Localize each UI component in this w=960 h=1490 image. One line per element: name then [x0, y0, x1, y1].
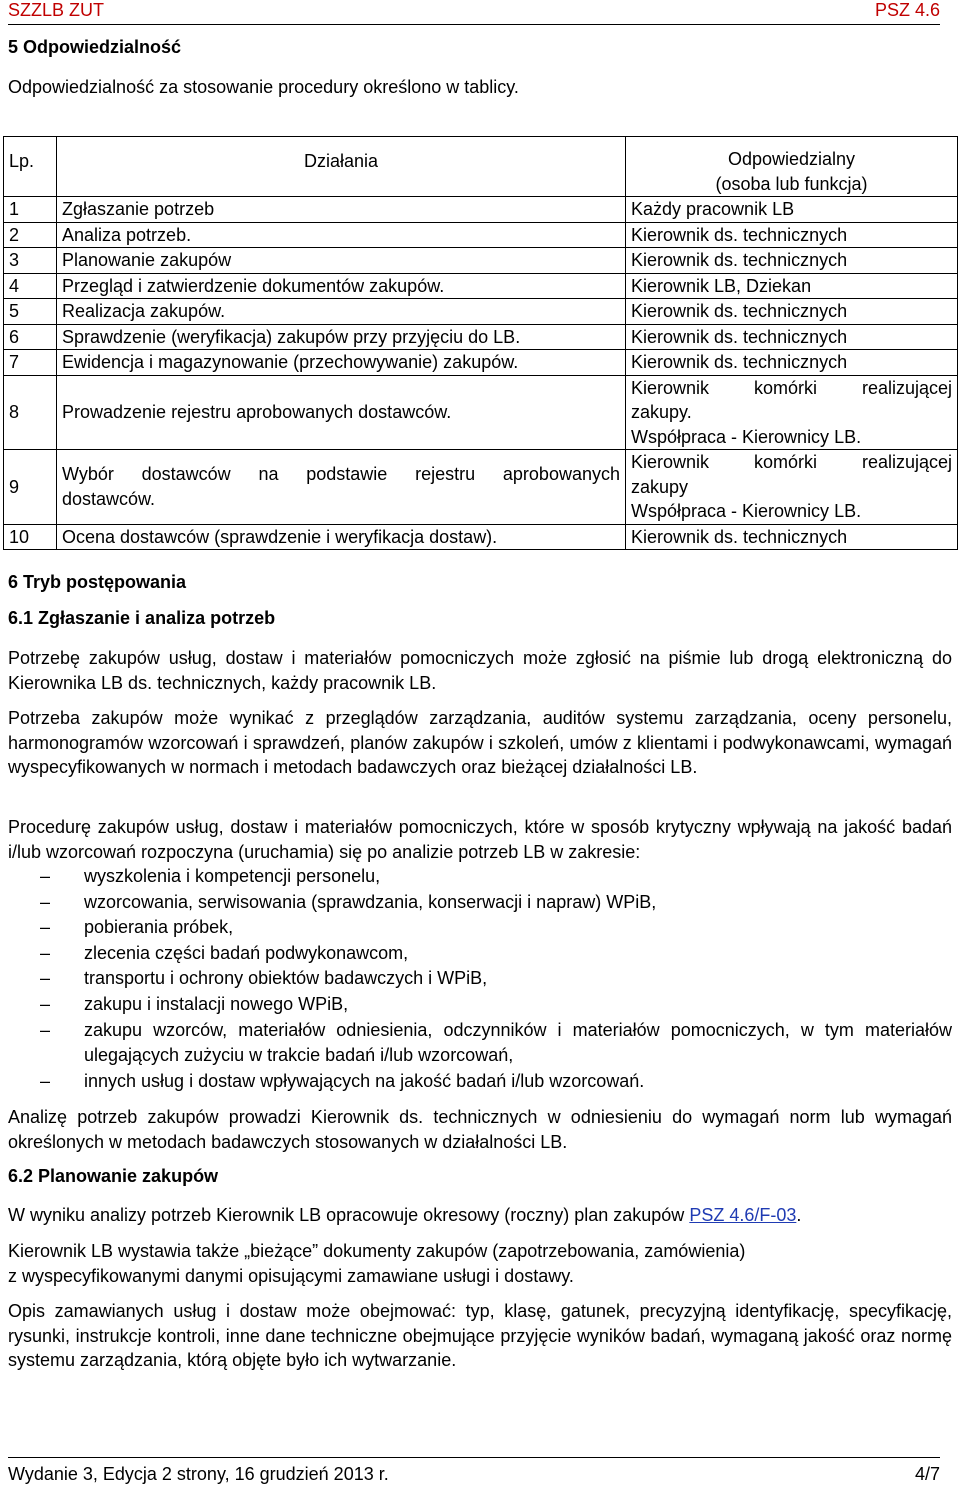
- footer-edition: Wydanie 3, Edycja 2 strony, 16 grudzień 2013 r.: [8, 1464, 389, 1484]
- list-item-text: zlecenia części badań podwykonawcom,: [84, 942, 409, 963]
- row-lp: 8: [4, 375, 57, 450]
- row-responsible: [626, 375, 958, 450]
- row-responsible: Kierownik ds. technicznych: [626, 524, 958, 550]
- row-action: Planowanie zakupów: [57, 248, 626, 274]
- dash-bullet-icon: –: [40, 866, 51, 886]
- row-responsible-line3: Współpraca - Kierownicy LB.: [631, 426, 862, 447]
- row-lp: 2: [4, 222, 57, 248]
- page-header: [8, 0, 940, 25]
- row-responsible-line1: Kierownik komórki realizującej: [631, 452, 952, 472]
- row-responsible-line2: zakupy.: [631, 402, 692, 422]
- list-item: [8, 915, 952, 941]
- dash-bullet-icon: –: [40, 1019, 51, 1040]
- footer-page-number: 4/7: [914, 1464, 940, 1484]
- list-item: [8, 966, 952, 992]
- paragraph-needs-analysis: Analizę potrzeb zakupów prowadzi Kierownik ds. technicznych w odniesieniu do wymagań norm lub wymagań określonych w metodach badawczych stosowanych w działalności LB.: [8, 1107, 952, 1152]
- page-footer: [8, 1457, 940, 1488]
- list-item-text: wzorcowania, serwisowania (sprawdzania, konserwacji i napraw) WPiB,: [84, 891, 657, 912]
- paragraph-current-documents-line2: z wyspecyfikowanymi danymi opisującymi zamawiane usługi i dostawy.: [8, 1265, 574, 1286]
- table-row: [4, 273, 958, 299]
- row-action: [57, 450, 626, 525]
- paragraph-current-documents-line1: Kierownik LB wystawia także „bieżące” dokumenty zakupów (zapotrzebowania, zamówienia): [8, 1241, 746, 1261]
- section-5-title: 5 Odpowiedzialność: [8, 37, 182, 57]
- row-action-line2: dostawców.: [62, 488, 156, 509]
- row-lp: 9: [4, 450, 57, 525]
- header-responsible-line1: Odpowiedzialny: [727, 149, 856, 169]
- paragraph-plan-end: .: [796, 1205, 802, 1225]
- row-responsible: Kierownik ds. technicznych: [626, 350, 958, 376]
- list-item-text: zakupu i instalacji nowego WPiB,: [84, 993, 349, 1014]
- row-action: Przegląd i zatwierdzenie dokumentów zakupów.: [57, 273, 626, 299]
- table-row: [4, 222, 958, 248]
- responsibility-table: [3, 136, 958, 550]
- header-responsible-line2: (osoba lub funkcja): [715, 173, 868, 194]
- list-item-text: innych usług i dostaw wpływających na jakość badań i/lub wzorcowań.: [84, 1070, 645, 1091]
- header-left-label: SZZLB ZUT: [8, 0, 105, 20]
- list-item-text: zakupu wzorców, materiałów odniesienia, odczynników i materiałów pomocniczych, w tym materiałów ulegających zużyciu w trakcie badań i/lub wzorcowań,: [84, 1019, 952, 1066]
- list-item-text: pobierania próbek,: [84, 917, 234, 938]
- row-lp: 4: [4, 273, 57, 299]
- header-actions: [57, 137, 626, 197]
- row-action: Analiza potrzeb.: [57, 222, 626, 248]
- table-row: [4, 375, 958, 450]
- header-actions-text: Działania: [303, 151, 379, 171]
- dash-bullet-icon: –: [40, 917, 51, 938]
- row-responsible: Każdy pracownik LB: [626, 197, 958, 223]
- form-psz-link[interactable]: PSZ 4.6/F-03: [689, 1205, 797, 1225]
- table-row: [4, 324, 958, 350]
- paragraph-order-description: Opis zamawianych usług i dostaw może obejmować: typ, klasę, gatunek, precyzyjną identyfikację, specyfikację, rysunki, instrukcje kontroli, inne dane techniczne obejmujące przyjęcie wyników badań, wymaganą jakość oraz normę systemu zarządzania, którą objęte było ich wytwarzanie.: [8, 1301, 952, 1370]
- row-action: Zgłaszanie potrzeb: [57, 197, 626, 223]
- row-action: Realizacja zakupów.: [57, 299, 626, 325]
- header-responsible: [626, 137, 958, 197]
- row-responsible: Kierownik LB, Dziekan: [626, 273, 958, 299]
- row-action: Ewidencja i magazynowanie (przechowywanie) zakupów.: [57, 350, 626, 376]
- table-row: [4, 248, 958, 274]
- table-row: [4, 299, 958, 325]
- table-row: [4, 524, 958, 550]
- dash-bullet-icon: –: [40, 942, 51, 963]
- section-6-2-title: 6.2 Planowanie zakupów: [8, 1166, 219, 1186]
- row-lp: 10: [4, 524, 57, 550]
- header-right-label: PSZ 4.6: [874, 0, 940, 20]
- list-item: [8, 1018, 952, 1069]
- table-row: [4, 450, 958, 525]
- table-header-row: [4, 137, 958, 197]
- row-responsible: Kierownik ds. technicznych: [626, 324, 958, 350]
- row-responsible-line2: zakupy: [631, 476, 689, 497]
- dash-bullet-icon: –: [40, 1070, 51, 1091]
- row-lp: 3: [4, 248, 57, 274]
- paragraph-plan-text: W wyniku analizy potrzeb Kierownik LB opracowuje okresowy (roczny) plan zakupów: [8, 1205, 685, 1225]
- section-5-intro: Odpowiedzialność za stosowanie procedury określono w tablicy.: [8, 77, 519, 97]
- section-6-title: 6 Tryb postępowania: [8, 572, 187, 592]
- row-action-line1: Wybór dostawców na podstawie rejestru aprobowanych: [62, 464, 620, 485]
- paragraph-current-documents: [8, 1239, 952, 1288]
- list-item: [8, 941, 952, 967]
- section-6-1-title: 6.1 Zgłaszanie i analiza potrzeb: [8, 608, 276, 628]
- list-item: [8, 864, 952, 890]
- row-responsible-line3: Współpraca - Kierownicy LB.: [631, 501, 862, 521]
- needs-scope-list: [8, 864, 952, 1094]
- row-action: Ocena dostawców (sprawdzenie i weryfikacja dostaw).: [57, 524, 626, 550]
- row-responsible: Kierownik ds. technicznych: [626, 222, 958, 248]
- row-lp: 6: [4, 324, 57, 350]
- table-row: [4, 350, 958, 376]
- dash-bullet-icon: –: [40, 891, 51, 912]
- paragraph-needs-reporting: Potrzebę zakupów usług, dostaw i materiałów pomocniczych może zgłosić na piśmie lub drogą elektroniczną do Kierownika LB ds. technicznych, każdy pracownik LB.: [8, 648, 952, 693]
- row-responsible-line1: Kierownik komórki realizującej: [631, 377, 952, 398]
- list-item-text: wyszkolenia i kompetencji personelu,: [84, 866, 381, 886]
- dash-bullet-icon: –: [40, 993, 51, 1014]
- row-responsible: Kierownik ds. technicznych: [626, 299, 958, 325]
- list-item: [8, 890, 952, 916]
- row-responsible: Kierownik ds. technicznych: [626, 248, 958, 274]
- row-lp: 1: [4, 197, 57, 223]
- row-responsible: [626, 450, 958, 525]
- row-lp: 5: [4, 299, 57, 325]
- header-lp: [4, 137, 57, 197]
- dash-bullet-icon: –: [40, 968, 51, 989]
- row-action: Sprawdzenie (weryfikacja) zakupów przy przyjęciu do LB.: [57, 324, 626, 350]
- list-item: [8, 992, 952, 1018]
- list-item-text: transportu i ochrony obiektów badawczych i WPiB,: [84, 968, 488, 989]
- paragraph-plan: [8, 1203, 952, 1228]
- row-action: Prowadzenie rejestru aprobowanych dostawców.: [57, 375, 626, 450]
- list-item: [8, 1069, 952, 1095]
- row-lp: 7: [4, 350, 57, 376]
- paragraph-needs-sources: Potrzeba zakupów może wynikać z przeglądów zarządzania, auditów systemu zarządzania, oceny personelu, harmonogramów wzorcowań i sprawdzeń, planów zakupów i szkoleń, umów z klientami i podwykonawcami, wymagań wyspecyfikowanych w normach i metodach badawczych oraz bieżącej działalności LB.: [8, 708, 952, 777]
- header-lp-text: Lp.: [9, 151, 35, 171]
- paragraph-procedure-start: Procedurę zakupów usług, dostaw i materiałów pomocniczych, które w sposób krytyczny wpływają na jakość badań i/lub wzorcowań rozpoczyna (uruchamia) się po analizie potrzeb LB w zakresie:: [8, 817, 952, 862]
- table-row: [4, 197, 958, 223]
